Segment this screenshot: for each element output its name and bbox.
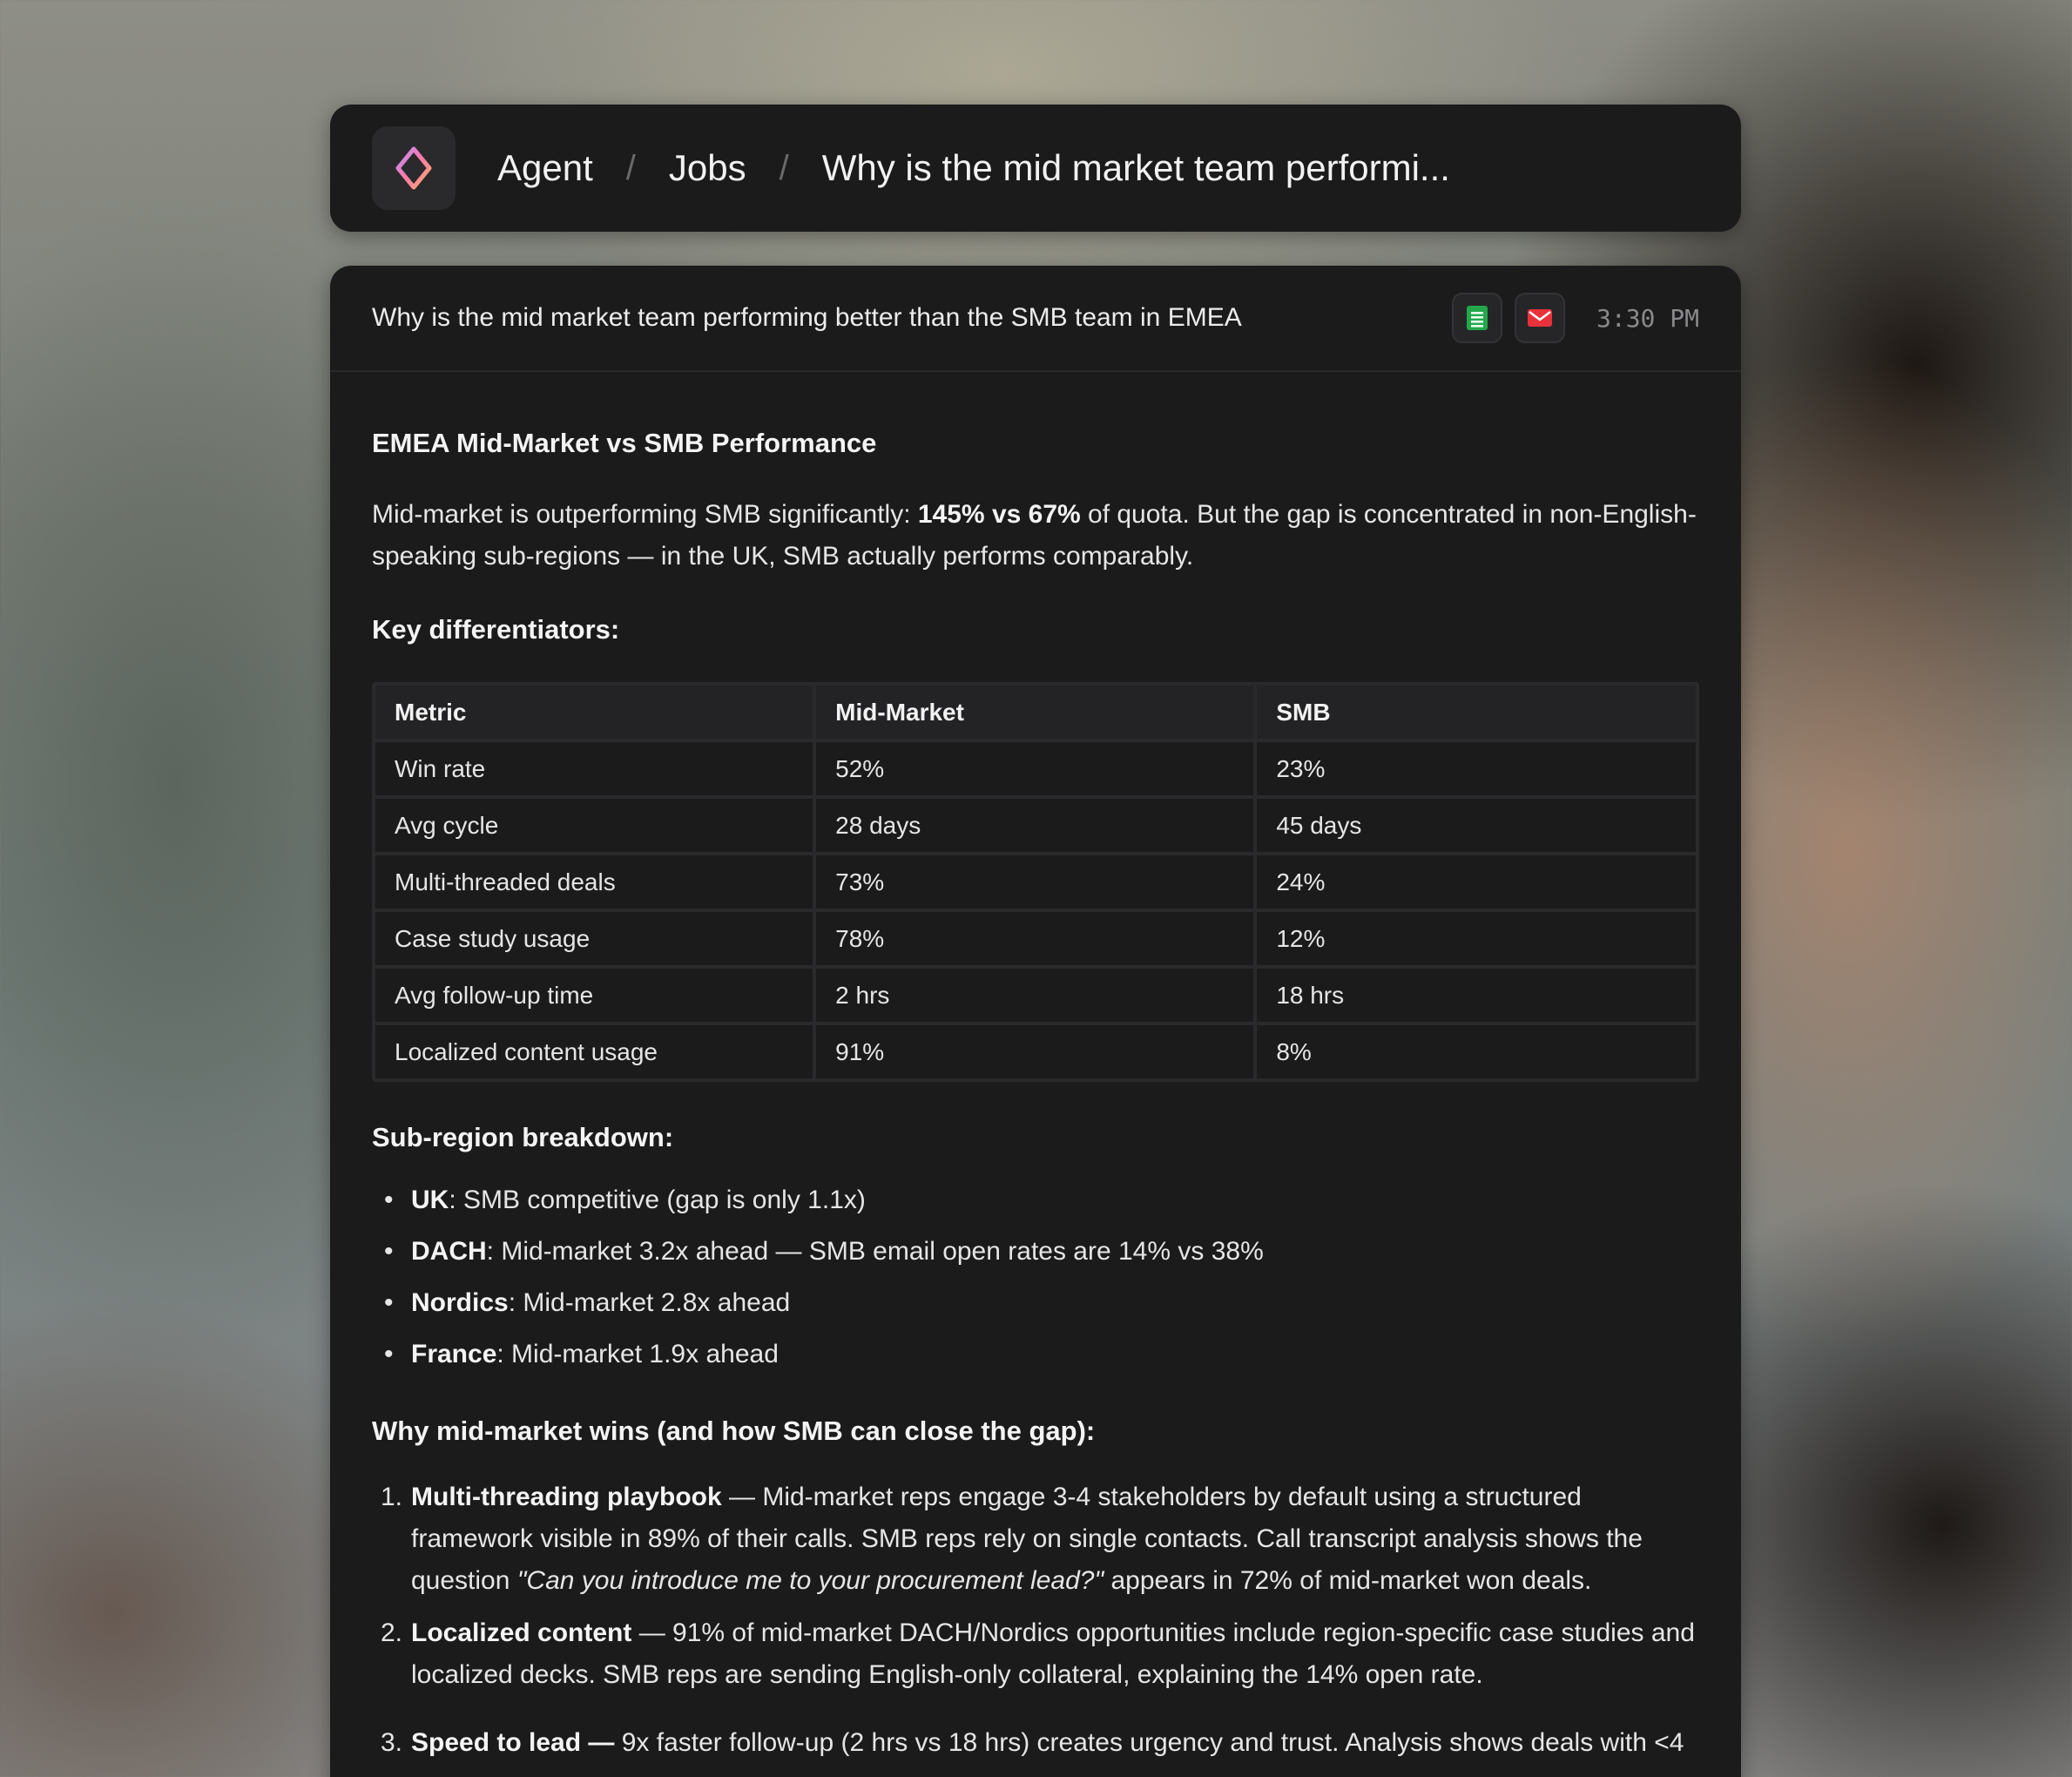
subregion-name: France bbox=[411, 1340, 497, 1368]
table-header-row bbox=[375, 686, 1696, 739]
report-content bbox=[330, 372, 1741, 1764]
subregion-detail: : Mid-market 1.9x ahead bbox=[496, 1340, 779, 1368]
list-item bbox=[372, 1476, 1699, 1602]
table-cell: Multi-threaded deals bbox=[375, 855, 813, 909]
differentiators-table bbox=[372, 682, 1699, 1082]
table-row bbox=[375, 742, 1696, 795]
breadcrumb-agent[interactable]: Agent bbox=[497, 147, 593, 188]
column-header-metric: Metric bbox=[375, 686, 813, 739]
table-row bbox=[375, 855, 1696, 909]
table-cell: 23% bbox=[1257, 742, 1696, 795]
summary-highlight: 145% vs 67% bbox=[917, 500, 1081, 529]
table-cell: Localized content usage bbox=[375, 1025, 813, 1078]
export-sheet-button[interactable] bbox=[1452, 293, 1502, 343]
list-number: 2. bbox=[381, 1618, 403, 1647]
table-cell: 28 days bbox=[816, 799, 1253, 852]
spreadsheet-icon bbox=[1466, 305, 1488, 331]
breadcrumb bbox=[497, 147, 1450, 189]
reasons-list bbox=[372, 1476, 1699, 1764]
table-row bbox=[375, 912, 1696, 965]
table-cell: 78% bbox=[816, 912, 1253, 965]
diamond-logo-icon bbox=[395, 146, 433, 190]
summary-text: Mid-market is outperforming SMB significantly: bbox=[372, 500, 918, 529]
subregion-name: DACH bbox=[411, 1237, 487, 1266]
breadcrumb-separator: / bbox=[625, 148, 636, 187]
reason-text: — 91% of mid-market DACH/Nordics opportunities include region-specific case studies and localized decks. SMB reps are sending English-only collateral, explaining the 14% open rate. bbox=[411, 1618, 1695, 1689]
column-header-smb: SMB bbox=[1257, 686, 1696, 739]
breadcrumb-separator: / bbox=[779, 148, 789, 187]
agent-logo[interactable] bbox=[372, 126, 456, 210]
report-title: EMEA Mid-Market vs SMB Performance bbox=[372, 428, 877, 458]
table-cell: 52% bbox=[816, 742, 1253, 795]
subregion-heading: Sub-region breakdown: bbox=[372, 1122, 674, 1152]
reason-text: appears in 72% of mid-market won deals. bbox=[1103, 1566, 1592, 1595]
summary-text: of quota. But the gap is concentrated in non-English-speaking sub-regions — in the UK, SMB actually performs comparably. bbox=[372, 500, 1697, 571]
header-bar bbox=[330, 105, 1741, 232]
reason-title: Multi-threading playbook bbox=[411, 1483, 722, 1511]
table-row bbox=[375, 799, 1696, 852]
reason-text: — Mid-market reps engage 3-4 stakeholders by default using a structured framework visible in 89% of their calls. SMB reps rely on single contacts. Call transcript analysis shows the question bbox=[411, 1483, 1643, 1595]
list-item bbox=[372, 1722, 1699, 1764]
why-heading: Why mid-market wins (and how SMB can close the gap): bbox=[372, 1416, 1096, 1446]
table-cell: Avg follow-up time bbox=[375, 969, 813, 1022]
table-row bbox=[375, 1025, 1696, 1078]
report-summary bbox=[372, 494, 1699, 578]
list-item bbox=[372, 1282, 1699, 1324]
table-cell: 73% bbox=[816, 855, 1253, 909]
job-panel bbox=[330, 266, 1741, 1777]
reason-text: 9x faster follow-up (2 hrs vs 18 hrs) creates urgency and trust. Analysis shows deals with <4 bbox=[614, 1728, 1684, 1757]
table-cell: 18 hrs bbox=[1257, 969, 1696, 1022]
table-cell: Case study usage bbox=[375, 912, 813, 965]
table-cell: 45 days bbox=[1257, 799, 1696, 852]
subregion-name: Nordics bbox=[411, 1288, 509, 1317]
table-cell: 12% bbox=[1257, 912, 1696, 965]
subregion-detail: : SMB competitive (gap is only 1.1x) bbox=[449, 1186, 866, 1214]
job-timestamp: 3:30 PM bbox=[1596, 303, 1699, 333]
breadcrumb-jobs[interactable]: Jobs bbox=[668, 147, 746, 188]
list-item bbox=[372, 1612, 1699, 1696]
table-cell: 91% bbox=[816, 1025, 1253, 1078]
column-header-mid-market: Mid-Market bbox=[816, 686, 1253, 739]
reason-title: Speed to lead — bbox=[411, 1728, 615, 1757]
mail-icon bbox=[1527, 307, 1553, 328]
table-cell: 8% bbox=[1257, 1025, 1696, 1078]
subregion-list bbox=[372, 1179, 1699, 1375]
job-question: Why is the mid market team performing better than the SMB team in EMEA bbox=[372, 303, 1242, 332]
job-header bbox=[330, 266, 1741, 372]
subregion-name: UK bbox=[411, 1186, 449, 1214]
reason-quote: "Can you introduce me to your procurement lead?" bbox=[516, 1566, 1104, 1595]
table-cell: Avg cycle bbox=[375, 799, 813, 852]
table-row bbox=[375, 969, 1696, 1022]
key-differentiators-heading: Key differentiators: bbox=[372, 614, 620, 645]
subregion-detail: : Mid-market 3.2x ahead — SMB email open rates are 14% vs 38% bbox=[486, 1237, 1264, 1266]
breadcrumb-current-job: Why is the mid market team performi... bbox=[821, 147, 1450, 188]
subregion-detail: : Mid-market 2.8x ahead bbox=[508, 1288, 791, 1317]
list-number: 1. bbox=[381, 1483, 403, 1511]
table-cell: 2 hrs bbox=[816, 969, 1253, 1022]
email-button[interactable] bbox=[1515, 293, 1565, 343]
list-number: 3. bbox=[381, 1728, 403, 1757]
list-item bbox=[372, 1334, 1699, 1375]
table-cell: Win rate bbox=[375, 742, 813, 795]
list-item bbox=[372, 1179, 1699, 1221]
list-item bbox=[372, 1231, 1699, 1273]
reason-title: Localized content bbox=[411, 1618, 632, 1647]
table-cell: 24% bbox=[1257, 855, 1696, 909]
